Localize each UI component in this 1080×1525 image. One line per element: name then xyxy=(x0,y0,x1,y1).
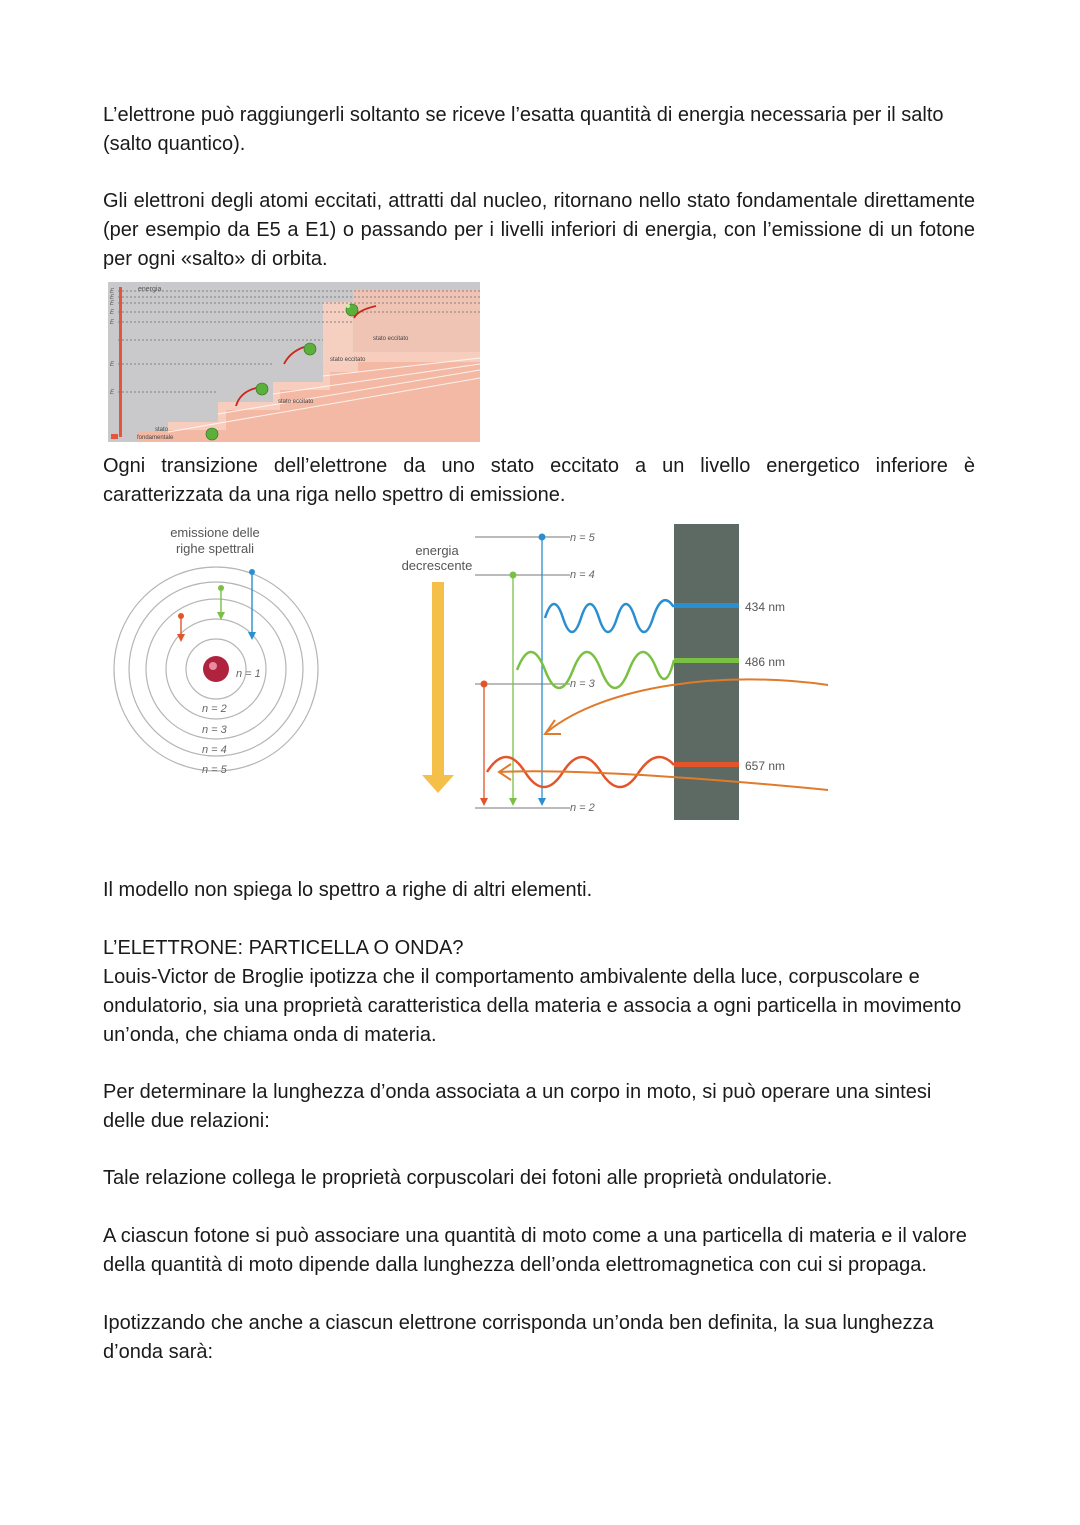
energy-label: energia xyxy=(138,286,162,293)
state-label-excited-3: stato eccitato xyxy=(278,399,314,405)
orbit-label-n3: n = 3 xyxy=(202,724,227,736)
state-label-excited-2: stato eccitato xyxy=(330,357,366,363)
energy-stairs-figure xyxy=(108,282,480,442)
energy-decreasing-line1: energia xyxy=(415,543,459,558)
level-label-n4: n = 4 xyxy=(570,569,595,581)
spectral-line-434 xyxy=(674,603,739,608)
state-label-ground-2: fondamentale xyxy=(137,435,174,441)
bohr-title-line1: emissione delle xyxy=(170,525,260,540)
level-label-n3: n = 3 xyxy=(570,678,595,690)
paragraph-photon-momentum: A ciascun fotone si può associare una quantità di moto come a una particella di materia e il valore della quantità di moto dipende dalla lunghezza dell’onda elettromagnetica con cui si propaga. xyxy=(103,1225,967,1276)
level-label-e3: E xyxy=(110,320,115,326)
level-label-n2: n = 2 xyxy=(570,802,595,814)
section-heading: L’ELETTRONE: PARTICELLA O ONDA? xyxy=(103,937,464,959)
spectrum-band xyxy=(674,524,739,820)
energy-decreasing-line2: decrescente xyxy=(401,558,473,573)
orbit-label-n2: n = 2 xyxy=(202,703,227,715)
paragraph-excited-atoms: Gli elettroni degli atomi eccitati, attratti dal nucleo, ritornano nello stato fondamentale direttamente (per esempio da E5 a E1) o passando per i livelli inferiori di energia, con l’emissione di un fotone per ogni «salto» di orbita. xyxy=(103,190,975,270)
paragraph-electron-wave: Ipotizzando che anche a ciascun elettrone corrisponda un’onda ben definita, la sua lunghezza d’onda sarà: xyxy=(103,1312,934,1363)
paragraph-wavelength: Per determinare la lunghezza d’onda associata a un corpo in moto, si può operare una sintesi delle due relazioni: xyxy=(103,1081,932,1132)
spectral-line-486 xyxy=(674,658,739,663)
level-label-e5: E xyxy=(110,301,115,307)
orbit-label-n4: n = 4 xyxy=(202,744,227,756)
photon-wave-green xyxy=(517,652,674,688)
level-label-n5: n = 5 xyxy=(570,532,595,544)
spectral-line-657 xyxy=(674,762,739,767)
bohr-title-line2: righe spettrali xyxy=(175,541,255,556)
paragraph-model-limit: Il modello non spiega lo spettro a righe di altri elementi. xyxy=(103,879,593,901)
state-label-ground-1: stato xyxy=(155,427,169,433)
paragraph-relation: Tale relazione collega le proprietà corpuscolari dei fotoni alle proprietà ondulatorie. xyxy=(103,1167,833,1189)
orbit-label-n1: n = 1 xyxy=(236,668,261,680)
label-657nm: 657 nm xyxy=(745,759,786,773)
label-434nm: 434 nm xyxy=(745,600,786,614)
paragraph-transition: Ogni transizione dell’elettrone da uno stato eccitato a un livello energetico inferiore è caratterizzata da una riga nello spettro di emissione. xyxy=(103,455,975,506)
label-486nm: 486 nm xyxy=(745,655,786,669)
level-label-e7: E xyxy=(110,289,115,295)
level-label-e2: E xyxy=(110,362,115,368)
bohr-orbits-figure xyxy=(112,520,327,790)
orbit-label-n5: n = 5 xyxy=(202,764,227,776)
level-label-e1: E xyxy=(110,390,115,396)
level-label-e4: E xyxy=(110,310,115,316)
emission-spectrum-figure xyxy=(395,520,835,825)
paragraph-de-broglie: Louis-Victor de Broglie ipotizza che il comportamento ambivalente della luce, corpuscolare e ondulatorio, sia una proprietà caratteristica della materia e associa a ogni particella in movimento un’onda, che chiama onda di materia. xyxy=(103,966,962,1046)
level-label-e6: E xyxy=(110,295,115,301)
paragraph-quantum-jump: L’elettrone può raggiungerli soltanto se riceve l’esatta quantità di energia necessaria per il salto (salto quantico). xyxy=(103,104,944,155)
state-label-excited-1: stato eccitato xyxy=(373,336,409,342)
photon-wave-blue xyxy=(545,600,674,632)
